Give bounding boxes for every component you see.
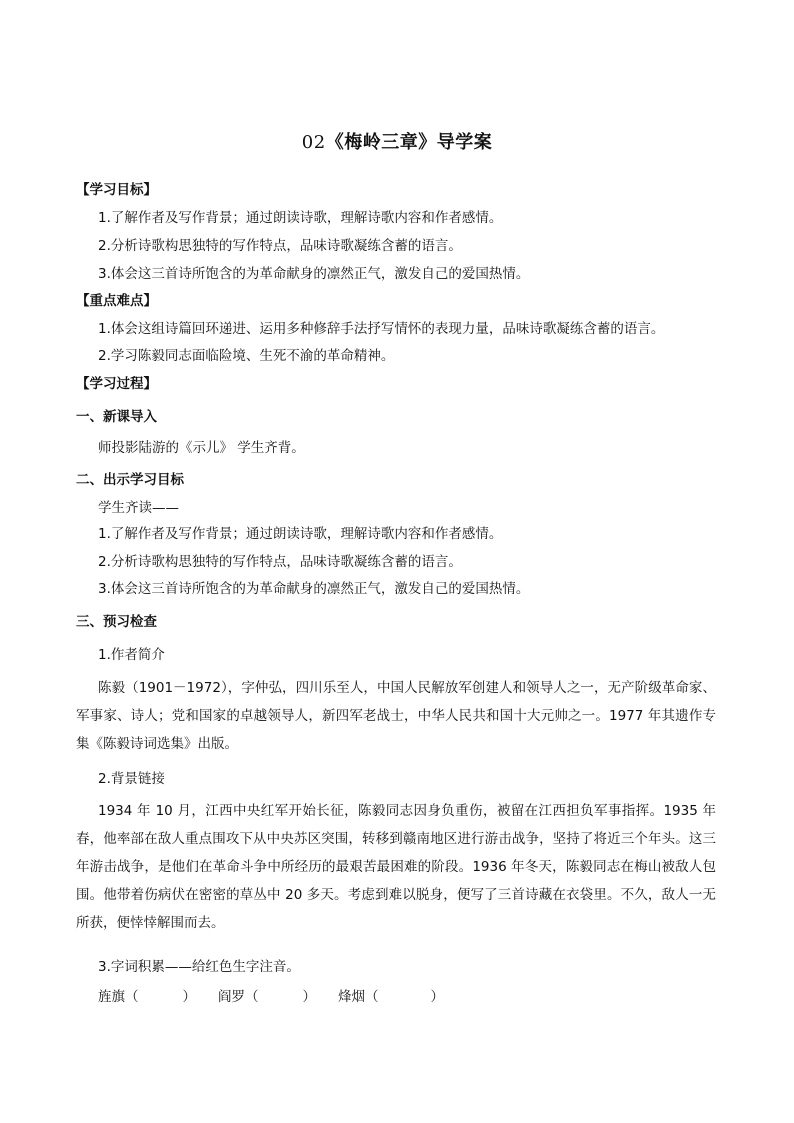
author-intro-subheading: 1.作者简介 [98, 647, 165, 663]
vocab-word: 阎罗 [218, 989, 245, 1005]
paren-open: （ [245, 989, 259, 1005]
paren-close: ） [182, 989, 196, 1005]
section3-heading: 三、预习检查 [76, 614, 157, 630]
background-paragraph: 1934 年 10 月，江西中央红军开始长征，陈毅同志因身负重伤，被留在江西担负军事指挥。1935 年春，他率部在敌人重点围攻下从中央苏区突围，转移到赣南地区进行游击战争，坚持了将近三个年头。这三年游击战争，是他们在革命斗争中所经历的最艰苦最困难的阶段。1936 年冬天，陈毅同志在梅山被敌人包围。他带着伤病伏在密密的草丛中 20 多天。考虑到难以脱身，便写了三首诗藏在衣袋里。不久，敌人一无所获，便悻悻解围而去。 [76, 803, 716, 931]
vocab-word: 烽烟 [338, 989, 365, 1005]
title-number: 02 [301, 132, 326, 153]
goal-item: 2.分析诗歌构思独特的写作特点，品味诗歌凝练含蓄的语言。 [98, 238, 462, 254]
author-intro-paragraph: 陈毅（1901－1972），字仲弘，四川乐至人，中国人民解放军创建人和领导人之一，无产阶级革命家、军事家、诗人；党和国家的卓越领导人，新四军老战士，中华人民共和国十大元帅之一。1977 年其遗作专集《陈毅诗词选集》出版。 [76, 680, 716, 752]
section2-item: 3.体会这三首诗所饱含的为革命献身的凛然正气，激发自己的爱国热情。 [98, 581, 530, 597]
goal-item: 3.体会这三首诗所饱含的为革命献身的凛然正气，激发自己的爱国热情。 [98, 266, 530, 282]
key-points-heading: 【重点难点】 [76, 293, 157, 309]
section2-item: 2.分析诗歌构思独特的写作特点，品味诗歌凝练含蓄的语言。 [98, 554, 462, 570]
section2-heading: 二、出示学习目标 [76, 472, 184, 488]
vocab-word: 旌旗 [98, 989, 125, 1005]
section2-item: 1.了解作者及写作背景；通过朗读诗歌，理解诗歌内容和作者感情。 [98, 526, 503, 542]
vocab-subheading: 3.字词积累——给红色生字注音。 [98, 959, 300, 975]
goal-item: 1.了解作者及写作背景；通过朗读诗歌，理解诗歌内容和作者感情。 [98, 210, 503, 226]
section2-lead: 学生齐读—— [98, 500, 179, 516]
paren-open: （ [365, 989, 379, 1005]
key-point-item: 1.体会这组诗篇回环递进、运用多种修辞手法抒写情怀的表现力量，品味诗歌凝练含蓄的语言。 [98, 321, 665, 337]
title-text: 《梅岭三章》导学案 [325, 132, 493, 153]
background-subheading: 2.背景链接 [98, 771, 165, 787]
key-point-item: 2.学习陈毅同志面临险境、生死不渝的革命精神。 [98, 348, 395, 364]
paren-close: ） [302, 989, 316, 1005]
page-title [0, 128, 794, 154]
paren-open: （ [125, 989, 139, 1005]
section1-heading: 一、新课导入 [76, 409, 157, 425]
paren-close: ） [430, 989, 444, 1005]
goals-heading: 【学习目标】 [76, 182, 157, 198]
process-heading: 【学习过程】 [76, 376, 157, 392]
vocab-row [98, 987, 444, 1007]
section1-text: 师投影陆游的《示儿》 学生齐背。 [98, 440, 305, 456]
